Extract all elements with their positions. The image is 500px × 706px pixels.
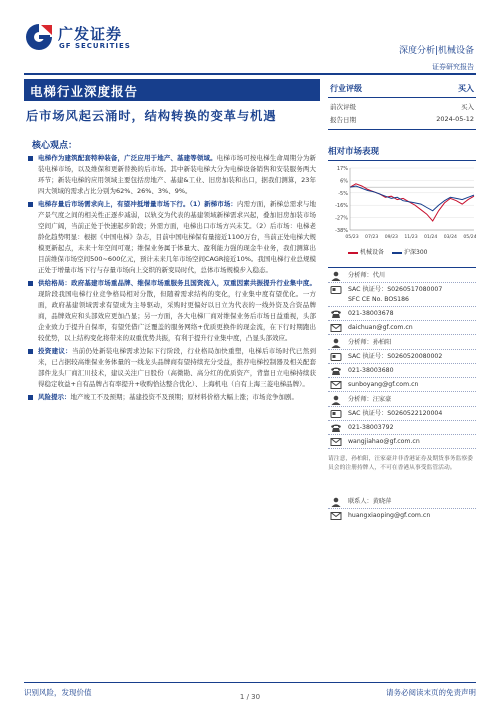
analyst-phone: 021-38003678 [348, 310, 394, 317]
phone-icon [330, 366, 342, 376]
chart-y-tick-label: 6% [340, 178, 348, 185]
analysts-header [328, 264, 476, 268]
core-view-body: 当前仍处新装电梯需求边际下行阶段，行业格局加快重塑，电梯后市场时代已然到来，已占据较高维保业务体量的一线龙头品牌商有望持续充分受益，推荐电梯控制器及相关配套部件龙头厂商汇川技术，建议关注广日股份（高微勘、高分红的优质资产，背靠日立电梯持续获得稳定收益+自有品牌占有率提升+收购恰达整合优化）、上海机电（自有上海三菱电梯品牌）。 [38, 347, 317, 388]
core-view-item [24, 392, 316, 403]
core-view-item [24, 153, 316, 197]
analyst-divider [328, 363, 476, 364]
phone-icon [330, 309, 342, 319]
previous-rating-row [328, 98, 476, 111]
chart-x-tick-label: 11/23 [404, 235, 418, 240]
legend-swatch-csi300 [392, 252, 402, 254]
legend-swatch-machinery [348, 252, 358, 254]
bullet-square-icon [28, 281, 33, 286]
chart-title: 相对市场表现 [328, 145, 476, 161]
contact-role: 联系人： [348, 498, 373, 505]
chart-x-tick-label: 01/24 [424, 235, 438, 240]
core-view-item [24, 346, 316, 390]
rating-divider [328, 129, 476, 130]
analyst-email-link[interactable]: daichuan@gf.com.cn [348, 324, 413, 331]
chart-y-tick-label: -27% [335, 215, 348, 222]
analyst-phone: 021-38003680 [348, 367, 394, 374]
title-band [24, 79, 320, 101]
legend-label-csi300: 沪深300 [404, 249, 428, 256]
report-title: 电梯行业深度报告 [30, 84, 139, 99]
report-date-row [328, 111, 476, 124]
analyst-name: 汪家豪 [372, 396, 392, 403]
analyst-phone-row [328, 366, 476, 376]
rating-value: 买入 [458, 84, 474, 93]
chart-x-tick-label: 07/23 [365, 235, 379, 240]
report-type: 深度分析|机械设备 [398, 46, 474, 56]
email-icon [330, 437, 342, 447]
analyst-card [328, 338, 476, 392]
chart-x-tick-label: 03/24 [443, 235, 457, 240]
phone-icon [330, 423, 342, 433]
contact-name: 黄晓萍 [372, 498, 392, 505]
analyst-card [328, 271, 476, 335]
analyst-sac-row [328, 352, 476, 362]
user-icon [330, 271, 342, 281]
contact-block [328, 497, 476, 521]
contact-divider [328, 508, 476, 509]
analyst-email-row [328, 323, 476, 333]
bullet-square-icon [28, 349, 33, 354]
analyst-role: 分析师： [348, 396, 373, 403]
logo-chinese-name: 广发证券 [58, 25, 123, 43]
contact-email-link[interactable]: huangxiaoping@gf.com.cn [348, 512, 431, 519]
analyst-email-row [328, 380, 476, 390]
analyst-card [328, 395, 476, 449]
analyst-sac-number: SAC 执证号：S0260520080002 [348, 353, 443, 360]
id-card-icon [330, 285, 342, 295]
analyst-sac-number: SAC 执证号：S0260517080007 [348, 286, 443, 293]
analyst-divider [328, 448, 476, 449]
report-category: 证券研究报告 [432, 63, 474, 71]
relative-performance-chart [328, 164, 476, 242]
header-divider [24, 73, 476, 75]
analyst-role: 分析师： [348, 272, 373, 279]
core-views-title: 核心观点： [32, 141, 78, 151]
chart-y-tick-label: -16% [335, 203, 348, 210]
core-views-list [24, 153, 316, 403]
analyst-list [328, 271, 476, 449]
analyst-divider [328, 282, 476, 283]
core-view-lead: 投资建议： [38, 347, 72, 355]
user-icon [330, 338, 342, 348]
previous-rating-label: 前次评级 [330, 103, 356, 111]
analyst-divider [328, 377, 476, 378]
email-icon [330, 511, 342, 521]
analyst-sac-row [328, 285, 476, 295]
analyst-email-link[interactable]: sunboyang@gf.com.cn [348, 381, 419, 388]
analyst-name: 代川 [372, 272, 386, 279]
core-view-body: 地产竣工不及预期；基建投资不及预期；原材料价格大幅上涨；市场竞争加剧。 [70, 393, 298, 401]
email-icon [330, 380, 342, 390]
chart-x-tick-label: 05/23 [345, 235, 359, 240]
legend-label-machinery: 机械设备 [360, 249, 385, 256]
rating-header [328, 83, 476, 98]
core-view-body: 内需方面，新梯总需求与地产景气度之间的相关性正逐步减弱，以轨交为代表的基建领域新梯需求兴起，叠加旧房加装市场空间广阔，当前正处于快速起步阶段；外需方面，电梯出口市场方兴未艾。（2）后市场：电梯老龄化趋势明显：根据《中国电梯》杂志，目前中国电梯保有量接近1100万台，当前正处电梯大规模更新起点，未来十年空间可观；维保业务属于体量大、盈利能力强的现金牛业务，我们测算出目前维保市场空间500~600亿元，预计未来几年市场空间CAGR接近10%。我国电梯行业总规模正处于增量市场下行与存量市场向上交织的新变局时代，总体市场规模步入稳态。 [38, 200, 317, 274]
gf-logo [24, 22, 174, 62]
analyst-divider [328, 434, 476, 435]
analyst-email-link[interactable]: wangjiahao@gf.com.cn [348, 438, 420, 445]
sidebar [328, 83, 476, 521]
report-header [0, 0, 500, 70]
chart-y-tick-label: -5% [338, 190, 348, 197]
legend-item-machinery [348, 247, 384, 256]
core-view-body: 电梯市场可按电梯生命周期分为新装电梯市场，以及维保和更新替换的后市场。其中新装电梯大分为电梯设备销售和安装服务两大环节；新装电梯的应用领域主要包括房地产、基建&工业、旧房加装和出口，据我们测算，23年四大领域的需求占比分别为62%、26%、3%、9%。 [38, 154, 317, 195]
contact-email-row [328, 511, 476, 521]
user-icon [330, 395, 342, 405]
logo-english-name: GF SECURITIES [59, 42, 131, 50]
core-view-lead: 风险提示： [38, 393, 71, 401]
chart-legend [328, 247, 476, 256]
id-card-icon [330, 409, 342, 419]
core-view-body: 现阶段我国电梯行业竞争格局相对分散，但随着需求结构的变化，行业集中度有望优化。一方面，政府基建领域需求有望成为主导驱动，采购时更偏好以日立为代表的一线外资及合资品牌商，品牌效应和头部效应更加凸显；另一方面，各大电梯厂商对维保业务后市场日益重视，头部企业致力于提升自保率，有望凭借广泛覆盖的服务网络+优质更换件的现金流，在下行时期跑出较优势，以上结构变化将带来的双重优势共振，有利于提升行业集中度，凸显头部效应。 [38, 290, 316, 342]
page-number: 1 / 30 [239, 693, 261, 701]
core-view-lead: 电梯存量后市场需求向上，有望冲抵增量市场下行。（1）新梯市场： [38, 200, 238, 208]
analyst-divider [328, 420, 476, 421]
core-view-lead: 供给格局：政府基建市场重品牌、维保市场重服务且国资流入，双重因素共振提升行业集中度。 [38, 279, 316, 287]
bullet-square-icon [28, 156, 33, 161]
footer-divider [24, 682, 476, 683]
gf-logo-icon [24, 22, 54, 52]
report-subtitle: 后市场风起云涌时，结构转换的变革与机遇 [26, 109, 277, 123]
analyst-name-row [328, 395, 476, 405]
report-date-label: 报告日期 [330, 116, 356, 124]
analyst-sac-row [328, 409, 476, 419]
analyst-divider [328, 406, 476, 407]
previous-rating-value: 买入 [461, 103, 474, 111]
chart-x-tick-label: 05/24 [463, 235, 476, 240]
core-view-item [24, 278, 316, 344]
chart-x-tick-label: 09/23 [384, 235, 398, 240]
legend-item-csi300 [392, 247, 427, 256]
user-icon [330, 497, 342, 507]
analyst-divider [328, 391, 476, 392]
chart-y-tick-label: 17% [336, 166, 348, 172]
analyst-divider [328, 320, 476, 321]
footer-slogan: 识别风险，发现价值 [24, 688, 92, 697]
analyst-phone: 021-38003792 [348, 424, 394, 431]
registration-note: 请注意，孙柏阳，汪家豪并非香港证券及期货事务监察委员会的注册持牌人，不可在香港从事受监管活动。 [328, 456, 473, 471]
bullet-square-icon [28, 395, 33, 400]
id-card-icon [330, 352, 342, 362]
analyst-name: 孙柏阳 [372, 339, 392, 346]
analyst-divider [328, 306, 476, 307]
analyst-sac-number: SAC 执证号：S0260522120004 [348, 410, 443, 417]
analyst-divider [328, 334, 476, 335]
analyst-sfc-number: SFC CE No. BOS186 [348, 296, 409, 303]
analyst-sfc-row [328, 295, 476, 305]
analyst-name-row [328, 271, 476, 281]
analyst-role: 分析师： [348, 339, 373, 346]
core-view-item [24, 199, 316, 276]
analyst-email-row [328, 437, 476, 447]
header-report-info [399, 43, 474, 72]
contact-name-row [328, 497, 476, 507]
footer-disclaimer-notice: 请务必阅读末页的免责声明 [386, 688, 476, 697]
analyst-name-row [328, 338, 476, 348]
rating-label: 行业评级 [330, 84, 362, 93]
core-view-lead: 电梯作为建筑配套特种装备，广泛应用于地产、基建等领域。 [38, 154, 217, 162]
analyst-phone-row [328, 423, 476, 433]
chart-y-tick-label: -38% [335, 228, 348, 234]
email-icon [330, 323, 342, 333]
analyst-divider [328, 349, 476, 350]
bullet-square-icon [28, 202, 33, 207]
core-views-section [24, 138, 316, 403]
report-date-value: 2024-05-12 [436, 115, 474, 123]
analyst-phone-row [328, 309, 476, 319]
